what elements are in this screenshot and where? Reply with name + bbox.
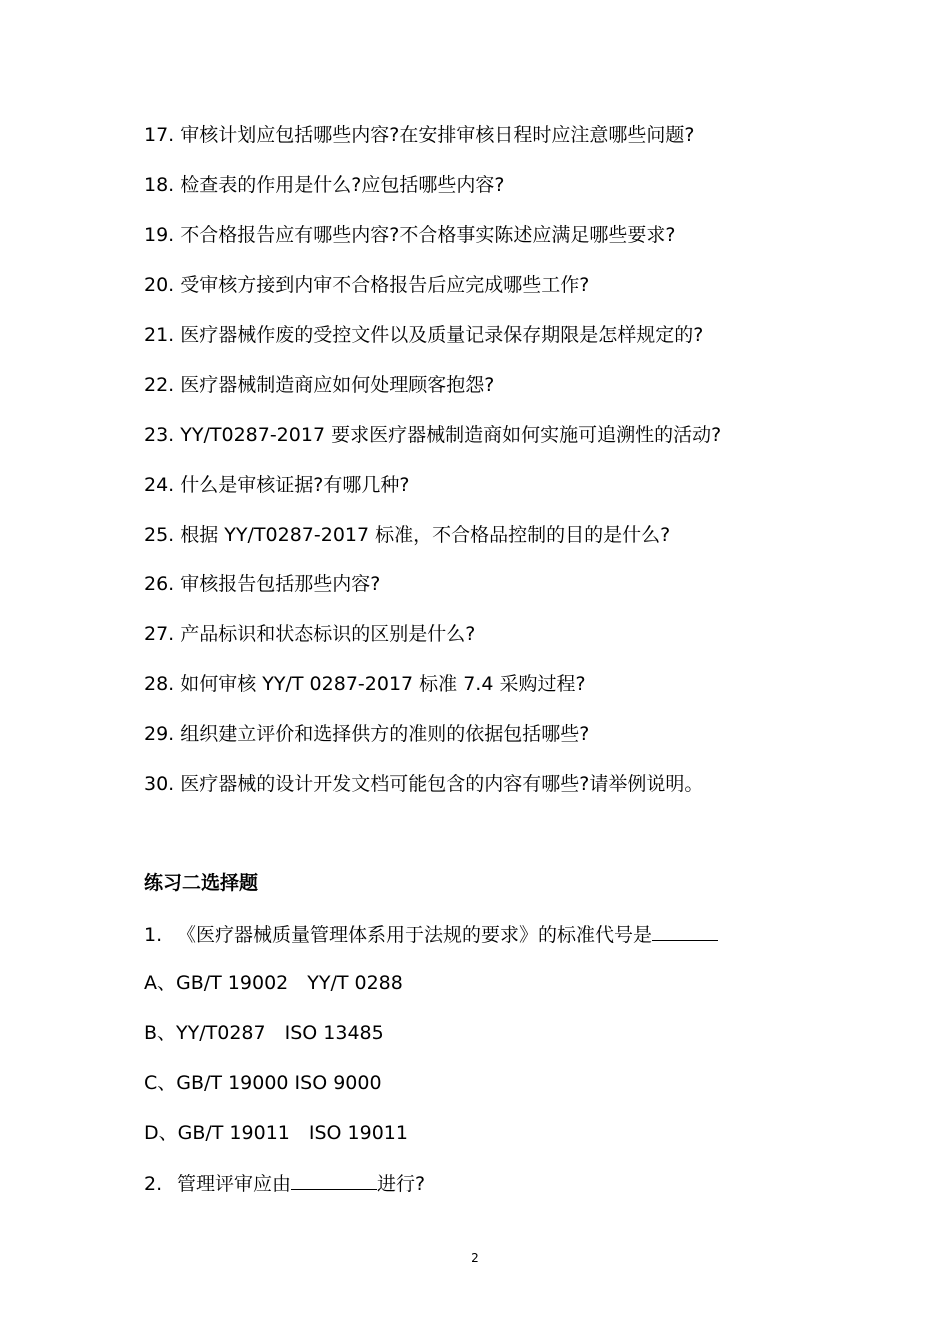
question-26: 26. 审核报告包括那些内容? <box>144 573 381 595</box>
option-b: B、YY/T0287 ISO 13485 <box>144 1022 384 1044</box>
answer-blank <box>652 920 718 941</box>
question-27: 27. 产品标识和状态标识的区别是什么? <box>144 623 476 645</box>
choice-question-2-text-before: 管理评审应由 <box>177 1173 292 1195</box>
choice-question-1-number: 1. <box>144 924 163 946</box>
question-19: 19. 不合格报告应有哪些内容?不合格事实陈述应满足哪些要求? <box>144 224 676 246</box>
question-30: 30. 医疗器械的设计开发文档可能包含的内容有哪些?请举例说明。 <box>144 773 704 795</box>
section-title: 练习二选择题 <box>144 872 259 894</box>
choice-question-2-text-after: 进行? <box>377 1173 426 1195</box>
question-20: 20. 受审核方接到内审不合格报告后应完成哪些工作? <box>144 274 590 296</box>
choice-question-2 <box>144 1169 425 1197</box>
choice-question-1 <box>144 920 718 948</box>
option-c: C、GB/T 19000 ISO 9000 <box>144 1072 382 1094</box>
page-number: 2 <box>471 1251 479 1265</box>
question-24: 24. 什么是审核证据?有哪几种? <box>144 474 410 496</box>
question-22: 22. 医疗器械制造商应如何处理顾客抱怨? <box>144 374 495 396</box>
question-25: 25. 根据 YY/T0287-2017 标准，不合格品控制的目的是什么? <box>144 524 671 546</box>
option-a: A、GB/T 19002 YY/T 0288 <box>144 972 403 994</box>
question-28: 28. 如何审核 YY/T 0287-2017 标准 7.4 采购过程? <box>144 673 586 695</box>
question-17: 17. 审核计划应包括哪些内容?在安排审核日程时应注意哪些问题? <box>144 124 695 146</box>
choice-question-2-number: 2. <box>144 1173 163 1195</box>
question-23: 23. YY/T0287-2017 要求医疗器械制造商如何实施可追溯性的活动? <box>144 424 722 446</box>
question-18: 18. 检查表的作用是什么?应包括哪些内容? <box>144 174 505 196</box>
option-d: D、GB/T 19011 ISO 19011 <box>144 1122 408 1144</box>
choice-question-1-text: 《医疗器械质量管理体系用于法规的要求》的标准代号是 <box>177 924 653 946</box>
answer-blank <box>291 1169 377 1190</box>
question-21: 21. 医疗器械作废的受控文件以及质量记录保存期限是怎样规定的? <box>144 324 704 346</box>
question-29: 29. 组织建立评价和选择供方的准则的依据包括哪些? <box>144 723 590 745</box>
